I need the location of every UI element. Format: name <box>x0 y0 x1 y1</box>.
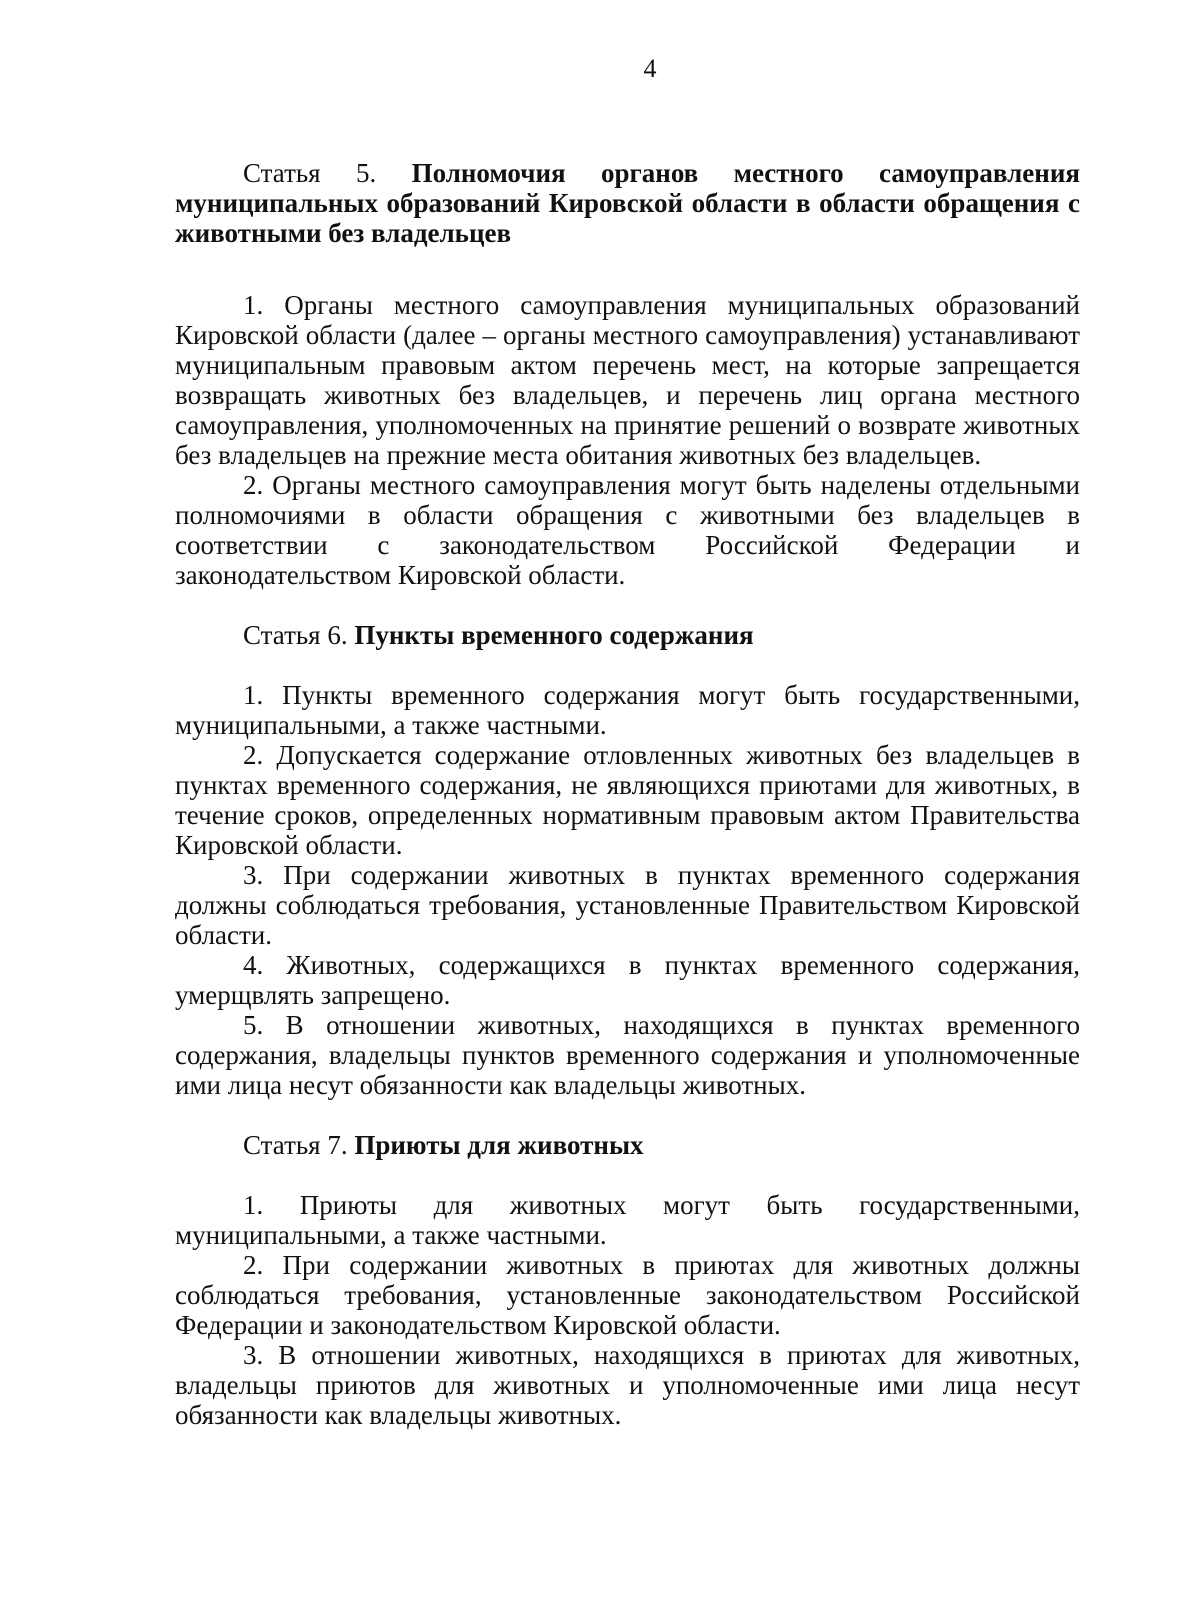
article-6-label: Статья 6. <box>243 620 348 650</box>
article-6-heading <box>175 620 1080 650</box>
article-5-heading <box>175 158 1080 248</box>
article-7-label: Статья 7. <box>243 1130 348 1160</box>
article-5-title: Полномочия органов местного самоуправления муниципальных образований Кировской области в области обращения с животными без владельцев <box>175 158 1080 248</box>
article-6-title: Пункты временного содержания <box>354 620 754 650</box>
page-number: 4 <box>643 54 657 83</box>
article-7-title: Приюты для животных <box>354 1130 644 1160</box>
article-6-paragraph-4: 4. Животных, содержащихся в пунктах временного содержания, умерщвлять запрещено. <box>175 950 1080 1010</box>
article-6-paragraph-2: 2. Допускается содержание отловленных животных без владельцев в пунктах временного содержания, не являющихся приютами для животных, в течение сроков, определенных нормативным правовым актом Правительства Кировской области. <box>175 740 1080 860</box>
article-7-paragraph-2: 2. При содержании животных в приютах для животных должны соблюдаться требования, установленные законодательством Российской Федерации и законодательством Кировской области. <box>175 1250 1080 1340</box>
article-6-paragraph-5: 5. В отношении животных, находящихся в пунктах временного содержания, владельцы пунктов временного содержания и уполномоченные ими лица несут обязанности как владельцы животных. <box>175 1010 1080 1100</box>
article-7-paragraph-3: 3. В отношении животных, находящихся в приютах для животных, владельцы приютов для животных и уполномоченные ими лица несут обязанности как владельцы животных. <box>175 1340 1080 1430</box>
article-7-paragraph-1: 1. Приюты для животных могут быть государственными, муниципальными, а также частными. <box>175 1190 1080 1250</box>
article-7-heading <box>175 1130 1080 1160</box>
article-5-paragraph-2: 2. Органы местного самоуправления могут быть наделены отдельными полномочиями в области обращения с животными без владельцев в соответствии с законодательством Российской Федерации и законодательством Кировской области. <box>175 470 1080 590</box>
article-6-paragraph-1: 1. Пункты временного содержания могут быть государственными, муниципальными, а также частными. <box>175 680 1080 740</box>
document-body <box>175 158 1080 1430</box>
article-5-label: Статья 5. <box>243 158 377 188</box>
article-5-paragraph-1: 1. Органы местного самоуправления муниципальных образований Кировской области (далее – органы местного самоуправления) устанавливают муниципальным правовым актом перечень мест, на которые запрещается возвращать животных без владельцев, и перечень лиц органа местного самоуправления, уполномоченных на принятие решений о возврате животных без владельцев на прежние места обитания животных без владельцев. <box>175 290 1080 470</box>
article-6-paragraph-3: 3. При содержании животных в пунктах временного содержания должны соблюдаться требования, установленные Правительством Кировской области. <box>175 860 1080 950</box>
